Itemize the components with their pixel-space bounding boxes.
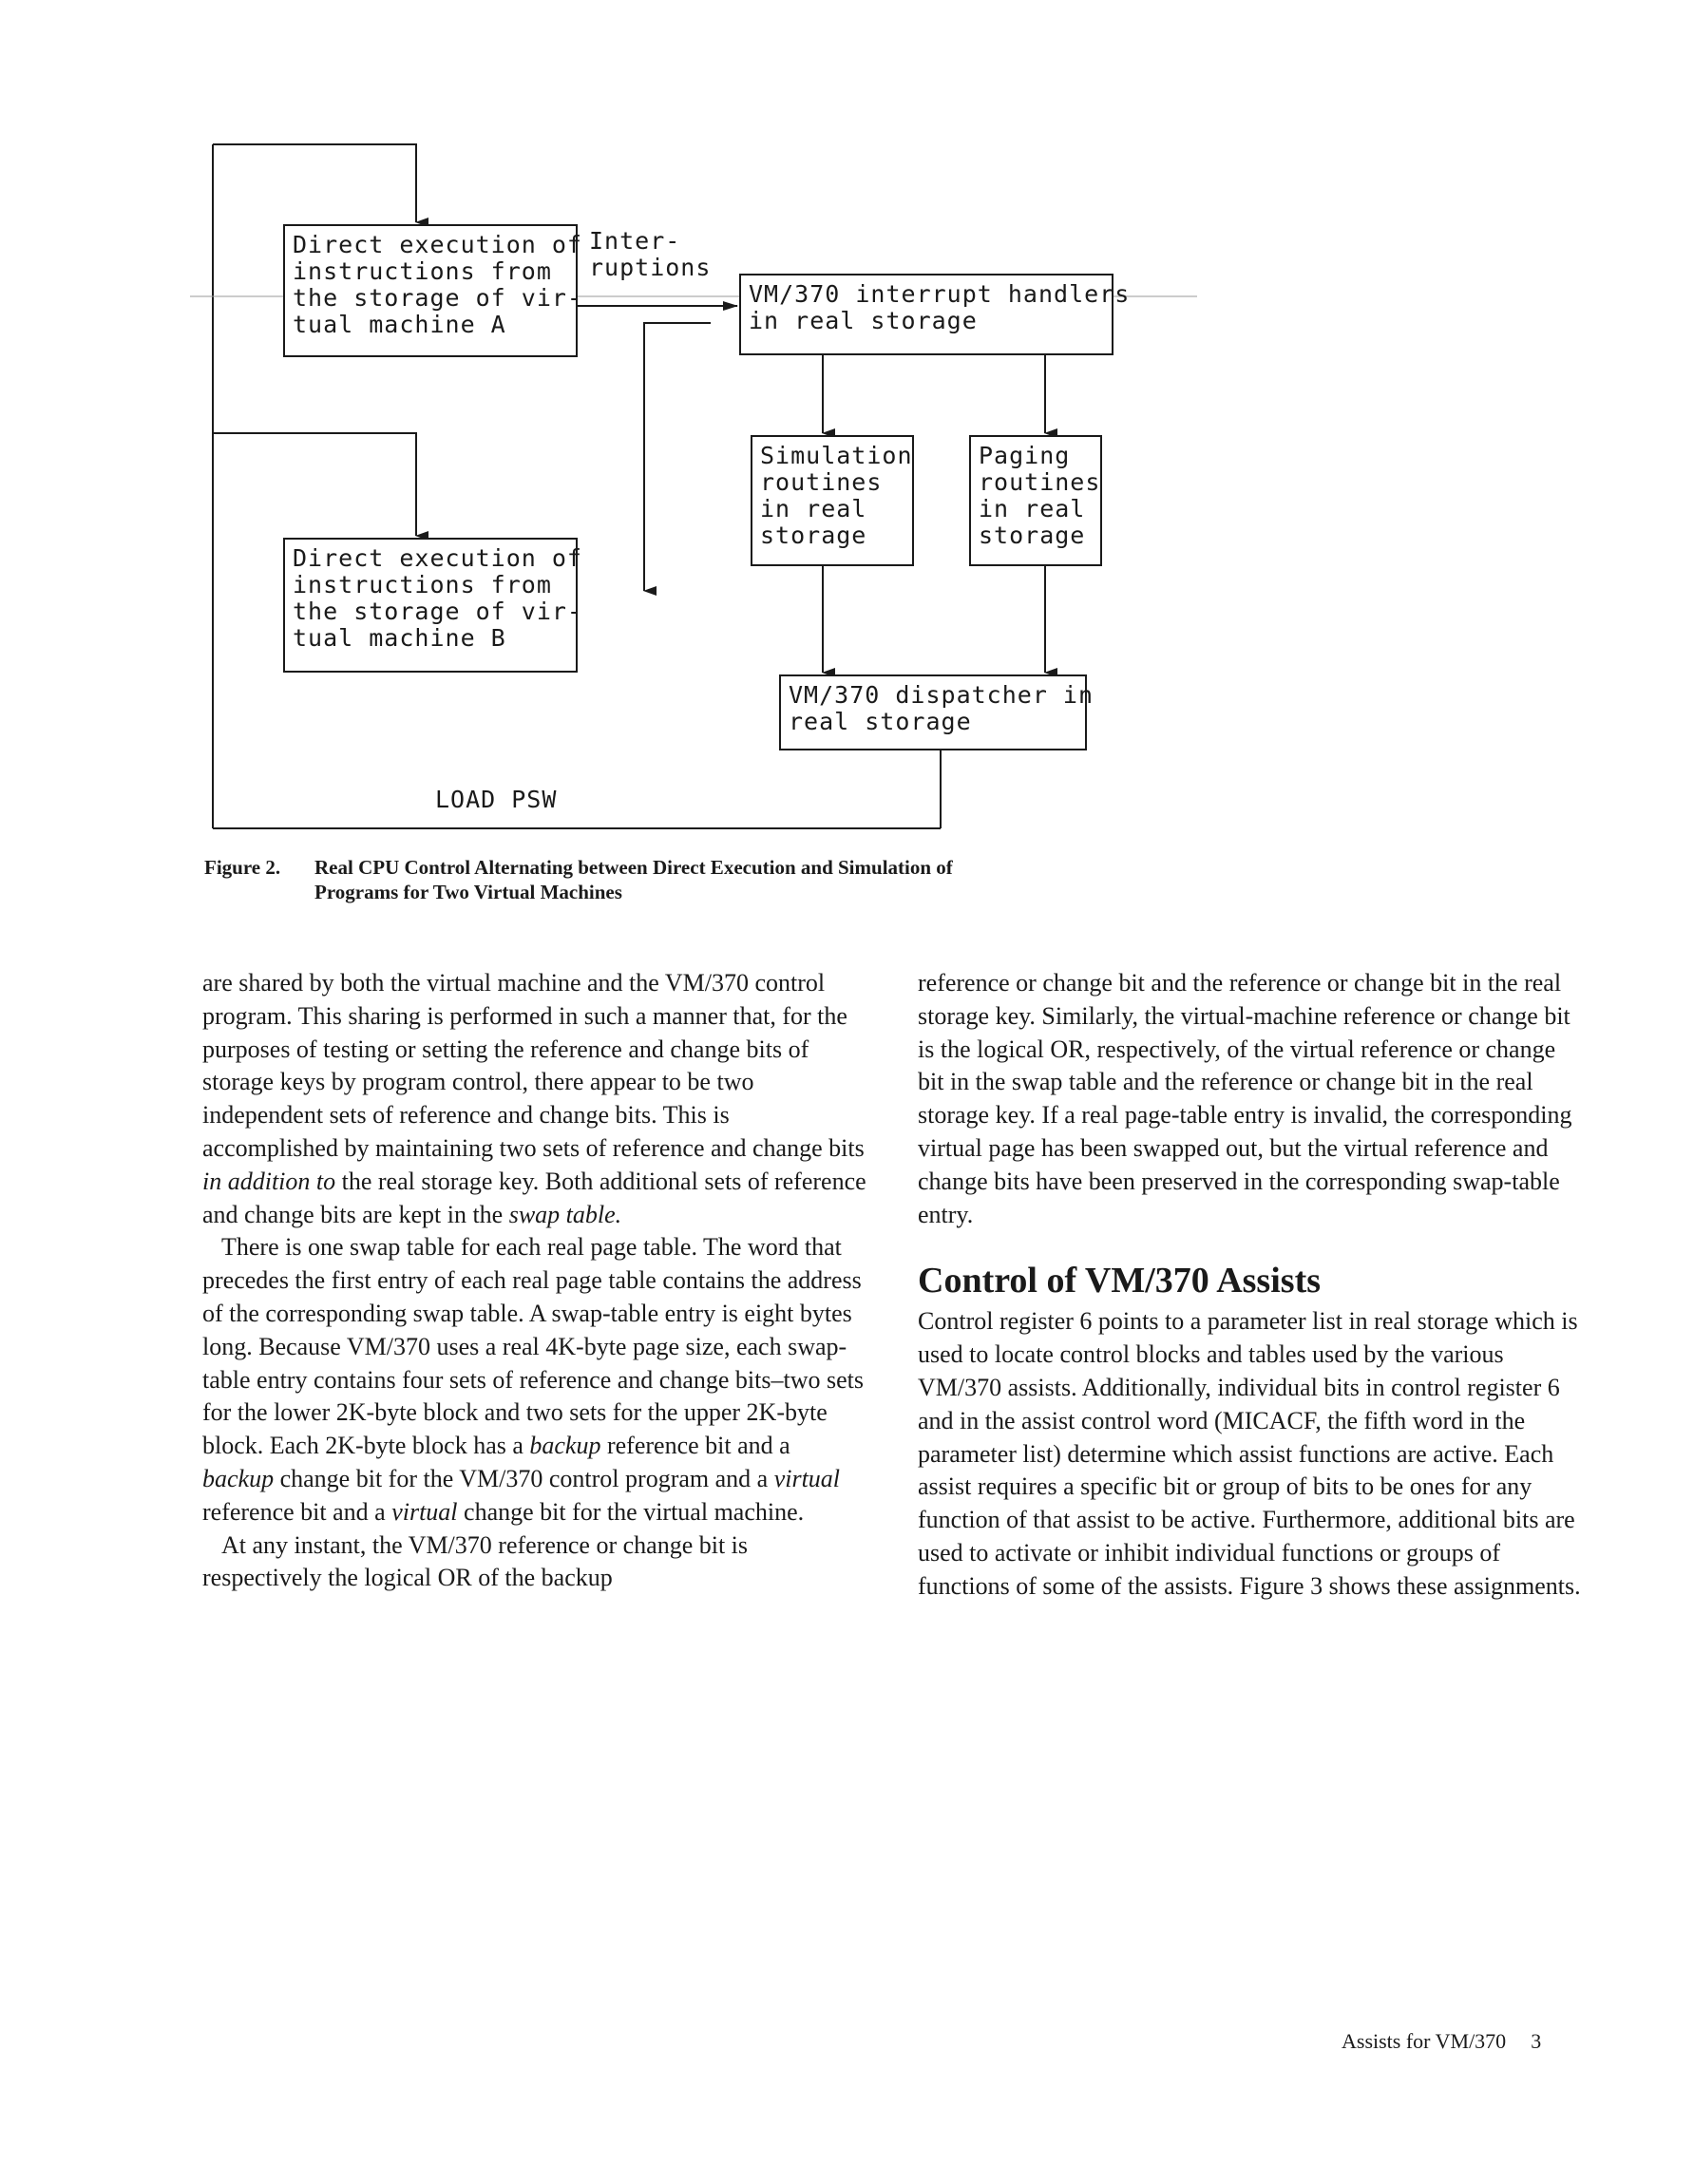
loop-line-b [213, 433, 416, 536]
vm-a-text: Direct execution of instructions from the storage of vir- tual machine A [293, 231, 582, 338]
paging-routines-box [969, 435, 1102, 566]
vm-b-text: Direct execution of instructions from the storage of vir- tual machine B [293, 544, 582, 652]
simulation-routines-box [751, 435, 914, 566]
vm-b-interrupt-line [644, 323, 711, 591]
paragraph: Control register 6 points to a parameter list in real storage which is used to locate control blocks and tables used by the various VM/370 assists. Additionally, individual bits in control register 6 and in the assist control word (MICACF, the fifth word in the parameter list) determine which assist functions are active. Each assist requires a specific bit or group of bits to be ones for any function of that assist to be active. Furthermore, additional bits are used to activate or inhibit individual functions or groups of functions of some of the assists. Figure 3 shows these assignments. [918, 1307, 1581, 1600]
paging-routines-text: Paging routines in real storage [979, 442, 1101, 549]
simulation-routines-text: Simulation routines in real storage [760, 442, 913, 549]
section-heading: Control of VM/370 Assists [918, 1261, 1322, 1301]
caption-line-1: Real CPU Control Alternating between Direct Execution and Simulation of [314, 856, 953, 879]
interrupt-handlers-text: VM/370 interrupt handlers in real storage [749, 280, 1131, 334]
paragraph: reference or change bit and the reference or change bit in the real storage key. Similarly, the virtual-machine reference or change bit is the logical OR, respectively, of the virtual reference or change bit in the swap table and the reference or change bit in the real storage key. If a real page-table entry is invalid, the corresponding virtual page has been swapped out, but the virtual reference and change bits have been preserved in the corresponding swap-table entry. [918, 969, 1572, 1228]
interrupt-handlers-box [739, 274, 1131, 355]
dispatcher-box [779, 674, 1094, 750]
page-footer [1342, 2029, 1541, 2054]
paragraph: There is one swap table for each real page table. The word that precedes the first entry of each real page table contains the address of the corresponding swap table. A swap-table entry is eight bytes long. Because VM/370 uses a real 4K-byte page size, each swap-table entry contains four sets of reference and change bits–two sets for the lower 2K-byte block and two sets for the upper 2K-byte block. Each 2K-byte block has a backup reference bit and a backup change bit for the VM/370 control program and a virtual reference bit and a virtual change bit for the virtual machine. [202, 1233, 864, 1526]
vm-a-execution-box [283, 224, 582, 357]
left-text-column [202, 967, 867, 1595]
right-text-column [918, 967, 1583, 1604]
figure-2-flowchart [0, 0, 1694, 855]
paragraph: are shared by both the virtual machine and the VM/370 control program. This sharing is performed in such a manner that, for the purposes of testing or setting the reference and change bits of storage keys by program control, there appear to be two independent sets of reference and change bits. This is accomplished by maintaining two sets of reference and change bits in addition to the real storage key. Both additional sets of reference and change bits are kept in the swap table. [202, 969, 866, 1228]
caption-line-2: Programs for Two Virtual Machines [314, 881, 622, 903]
page-number: 3 [1531, 2029, 1542, 2053]
loop-line-top [213, 144, 416, 222]
load-psw-label: LOAD PSW [435, 786, 558, 813]
interruptions-label: Inter- ruptions [589, 227, 712, 281]
vm-b-execution-box [283, 538, 582, 673]
dispatcher-text: VM/370 dispatcher in real storage [789, 681, 1094, 735]
figure-number: Figure 2. [204, 856, 281, 879]
running-title: Assists for VM/370 [1342, 2029, 1507, 2053]
figure-caption [204, 855, 1154, 904]
paragraph: At any instant, the VM/370 reference or change bit is respectively the logical OR of the backup [202, 1530, 749, 1592]
